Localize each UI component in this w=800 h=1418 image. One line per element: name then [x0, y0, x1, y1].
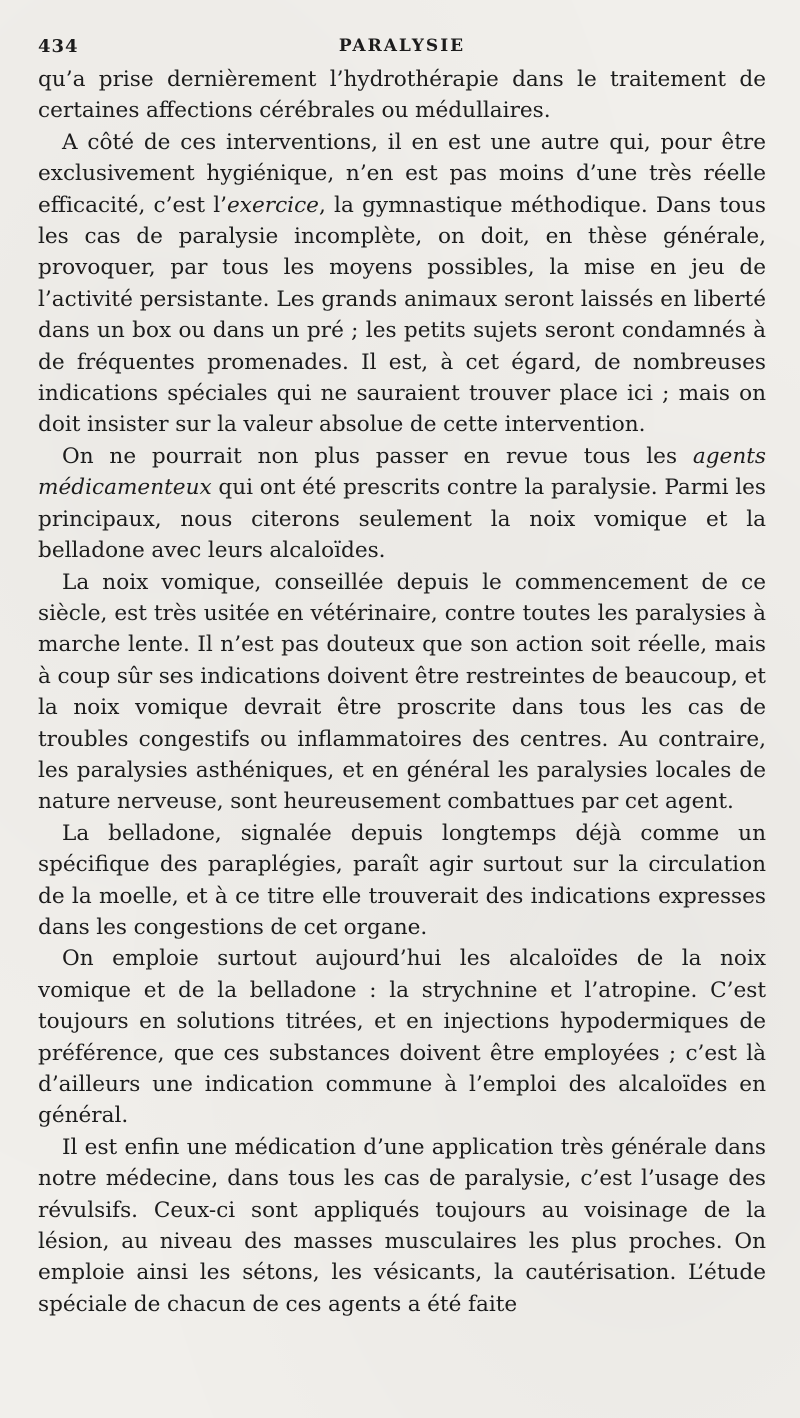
- page-number: 434: [38, 36, 79, 57]
- paragraph: [38, 567, 766, 818]
- text-run: qui ont été prescrits contre la paralysie. Parmi les principaux, nous citerons seulement la noix vomique et la belladone avec leurs alcaloïdes.: [38, 475, 766, 564]
- paragraph: [38, 64, 766, 127]
- italic-term: agents médicamenteux: [38, 443, 766, 501]
- text-run: On emploie surtout aujourd’hui les alcaloïdes de la noix vomique et de la belladone : la strychnine et l’atropine. C’est toujours en solutions titrées, et en injections hypodermiques de préférence, que ces substances doivent être employées ; c’est là d’ailleurs une indication commune à l’emploi des alcaloïdes en général.: [38, 946, 766, 1129]
- text-run: , la gymnastique méthodique. Dans tous les cas de paralysie incomplète, on doit, en thèse générale, provoquer, par tous les moyens possibles, la mise en jeu de l’activité persistante. Les grands animaux seront laissés en liberté dans un box ou dans un pré ; les petits sujets seront condamnés à de fréquentes promenades. Il est, à cet égard, de nombreuses indications spéciales qui ne sauraient trouver place ici ; mais on doit insister sur la valeur absolue de cette intervention.: [38, 192, 766, 438]
- paragraph: [38, 441, 766, 567]
- text-run: La belladone, signalée depuis longtemps déjà comme un spécifique des paraplégies, paraît agir surtout sur la circulation de la moelle, et à ce titre elle trouverait des indications expresses dans les congestions de cet organe.: [38, 820, 766, 940]
- text-run: On ne pourrait non plus passer en revue tous les: [62, 443, 693, 469]
- running-title: PARALYSIE: [338, 36, 466, 56]
- text-run: A côté de ces interventions, il en est une autre qui, pour être exclusivement hygiénique, n’en est pas moins d’une très réelle efficacité, c’est l’: [38, 129, 766, 218]
- italic-term: exercice: [227, 192, 319, 218]
- text-run: Il est enfin une médication d’une application très générale dans notre médecine, dans tous les cas de paralysie, c’est l’usage des révulsifs. Ceux-ci sont appliqués toujours au voisinage de la lésion, au niveau des masses musculaires les plus proches. On emploie ainsi les sétons, les vésicants, la cautérisation. L’étude spéciale de chacun de ces agents a été faite: [38, 1134, 766, 1317]
- paragraph: [38, 943, 766, 1131]
- text-run: La noix vomique, conseillée depuis le commencement de ce siècle, est très usitée en vétérinaire, contre toutes les paralysies à marche lente. Il n’est pas douteux que son action soit réelle, mais à coup sûr ses indications doivent être restreintes de beaucoup, et la noix vomique devrait être proscrite dans tous les cas de troubles congestifs ou inflammatoires des centres. Au contraire, les paralysies asthéniques, et en général les paralysies locales de nature nerveuse, sont heureusement combattues par cet agent.: [38, 569, 766, 815]
- paragraph: [38, 1132, 766, 1320]
- page-header: [38, 30, 766, 64]
- paragraph: [38, 818, 766, 944]
- paragraph: [38, 127, 766, 441]
- text-run: qu’a prise dernièrement l’hydrothérapie dans le traitement de certaines affections cérébrales ou médullaires.: [38, 67, 766, 124]
- body-text: [38, 64, 766, 1320]
